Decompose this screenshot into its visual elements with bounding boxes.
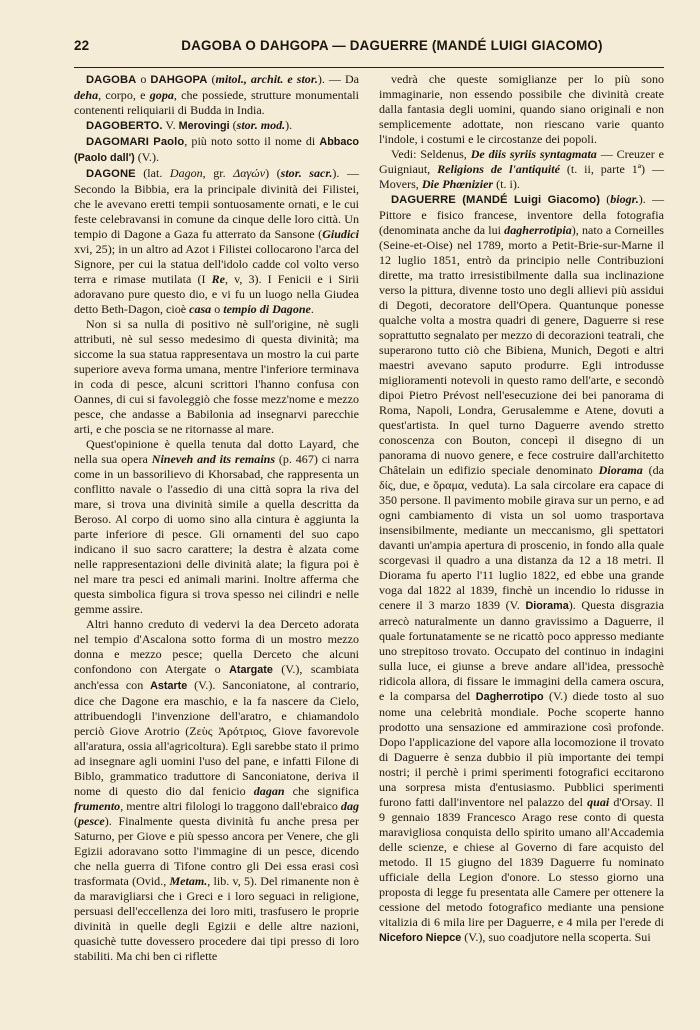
headword: DAGUERRE (MANDÉ Luigi Giacomo) [391,194,601,206]
italic-term: Δαγών [233,166,266,180]
emphasis-italic: stor. sacr. [280,166,333,180]
emphasis-italic: biogr. [610,192,639,206]
text-run: ). — Secondo la Bibbia, era la principale divinità dei Filistei, che le avevano eretti tempii sontuosamente ornati, e le cui feste celebravansi in comune da cinque delle loro città. Un tempio di Dagone a Gaza fu atterrato da Sansone ( [74,166,359,241]
text-run: , gr. [202,166,234,180]
text-run: Non si sa nulla di positivo nè sull'origine, nè sugli attributi, nè sul sesso medesimo di questa divinità; ma siccome la sua statua rappresentava un mostro la cui parte superiore aveva forma umana, mentre l'inferiore terminava in coda di pesce, alcuni scrittori l'hanno confusa con Oannes, di cui si favoleggiò che fosse mezz'nome e mezzo pesce, che andasse a Babilonia ad insegnarvi parecchie arti, e che poscia se ne ritornasse al mare. [74,317,359,436]
emphasis-italic: dag [340,799,359,813]
text-run: ). — Pittore e fisico francese, inventore della fotografia (denominata anche da lui [379,192,664,237]
cross-reference: Niceforo Niepce [379,932,462,944]
emphasis-italic: gopa [149,88,174,102]
text-run: (t. i). [493,177,520,191]
emphasis-italic: quai [587,795,610,809]
text-run: (da δίς, due, e ὅραμα, veduta). La sala circolare era capace di 350 persone. Il pavimento mobile girava sur un perno, e ad ogni cambiamento di vista un sol uomo trasportava insensibilmente, mediante un meccanismo, gli spettatori davanti un'ampia apertura di proscenio, in fondo alla quale scorgevasi il quadro a una distanza da 12 a 18 metri. Il Diorama fu aperto l'11 luglio 1822, ed ebbe una grande voga dal 1822 al 1839, finchè un incendio lo ridusse in cenere il 3 marzo 1839 (V. [379,463,665,612]
text-run: . [310,302,314,316]
text-run: , più noto sotto il nome di [184,134,320,148]
cross-reference: Abbaco (Paolo dall') [74,136,359,164]
text-run: ), nato a Corneilles (Seine-et-Oise) nel 1789, morto a Petit-Brie-sur-Marne il 12 luglio 1851, entrò da principio nelle Contribuzioni dirette, ma tratto irresistibilmente dalla sua inclinazione verso la pittura, divenne tosto uno degli allievi più assidui di Degoti, decoratore dell'Opera. Quantunque ponesse qualche volta a mostra quadri di genere, Daguerre si rese soprattutto segnalato per mezzo di decorazioni teatrali, che superarono tutto ciò che Bibiena, Munich, Degoti e altri maestri avevano saputo produrre. Egli introdusse miglioramenti notevoli in questo ramo dell'arte, e secondò dipoi Pietro Prévost nell'esecuzione dei bei panorama di Roma, Napoli, Londra, Gerusalemme e Atene, dovuti a quest'artista. In quel turno Daguerre avendo stretto conoscenza con Bouton, concepì il disegno di un panorama di nuovo genere, e fece costruire dall'architetto Châtelain un edifizio speciale denominato [379,223,664,477]
emphasis-italic: deha [74,88,99,102]
text-run: Altri hanno creduto di vedervi la dea Derceto adorata nel tempio d'Ascalona sotto forma di un mostro mezzo donna e mezzo pesce; quella Derceto che alcuni confondono con Atergate o [74,617,359,676]
text-run: , mentre altri filologi lo traggono dall'ebraico [120,799,341,813]
text-run: (V.). Sanconiatone, al contrario, dice che Dagone era maschio, e la fa nascere da Cielo, attribuendogli l'invenzione dell'aratro, e chiamandolo perciò Giove Arotrio (Ζεὺς Ἀρότριος, Giove favorevole all'aratura, ossia all'agricoltura). Egli sarebbe stato il primo ad insegnare agli uomini l'uso del pane, e infatti Filone di Biblo, grammatico traduttore di Sanconiatone, deriva il nome di questo dio dal fenicio [74,678,359,798]
cross-reference: Merovingi [178,120,230,132]
text-run: o [211,302,224,316]
text-run: ). Finalmente questa divinità fu anche presa per Saturno, per Giove e più spesso ancora per Venere, che gli Egizii adoravano sotto l'immagine di un pesce, dicendo che nella guerra di Tifone contro gli Dei essa erasi così trasformata (Ovid., [74,814,359,888]
headword: DAGOBA [86,74,137,86]
text-run: , v, 3). I Fenicii e i Sirii adoravano pure questo dio, e vi fu un luogo nella Giudea detto Beth-Dagon, cioè [74,272,359,316]
paragraph [74,317,359,437]
text-run: ). [285,118,293,132]
text-run: Quest'opinione è quella tenuta dal dotto Layard, che nella sua opera [74,437,359,466]
emphasis-italic: De diis syriis syntagmata [470,147,597,161]
text-run: Vedi: Seldenus, [391,147,471,161]
text-run: ( [229,118,237,132]
emphasis-italic: frumento [74,799,121,813]
text-run: (V.), suo coadjutore nella scoperta. Sui [461,930,651,944]
header-rule [74,67,664,68]
text-run: , corpo, e [98,88,150,102]
text-run: ( [74,814,79,828]
emphasis-italic: Nineveh and its remains [151,452,276,466]
text-columns [74,72,664,964]
paragraph [379,192,664,946]
text-run: ) ( [265,166,281,180]
text-run: (p. 467) ci narra come in un bassorilievo di Khorsabad, che rappresenta un conflitto navale o l'assedio di una città sopra la riva del mare, si trova una divinità simile a quella descritta da Beroso. Al corpo di uomo sino alla cintura è aggiunta la parte inferiore di pesce. Gli ornamenti del suo capo indicano il suo sacro carattere; la destra è alzata come nelle rappresentazioni delle divinità alate; la figura poi è nel mare tra pesci ed animali marini. Inoltre afferma che questa simbolica figura si trova spesso nei cilindri e nelle gemme assire. [74,452,359,616]
text-run: d'Orsay. Il 9 gennaio 1839 Francesco Arago rese conto di questa maravigliosa conquista dello spirito umano all'Accademia delle scienze, e chiese al Governo di fare acquisto del metodo. Il 15 giugno del 1839 Daguerre fu nominato ufficiale della Legion d'onore. Lo stesso giorno una proposta di legge fu presentata alle Camere per ottenere la cessione del metodo fotografico mediante una pensione vitalizia di 6 mila lire per Daguerre, e 4 mila per l'erede di [379,795,664,929]
paragraph [74,617,359,964]
emphasis-italic: Re [211,272,225,286]
cross-reference: Diorama [525,600,569,612]
text-run: (t. ii, parte 1ª) — Movers, [379,162,664,191]
left-column [74,72,359,964]
text-run: , lib. v, 5). Del rimanente non è da maravigliarsi che i Greci e i loro seguaci in religione, persuasi dell'eccellenza dei loro miti, trasfusero le proprie divinità in quelle degli Egizii e delle altre nazioni, quasichè tutte dovessero procedere dai tipi presso di loro stabiliti. Ma chi ben ci riflette [74,874,359,963]
paragraph [74,118,359,134]
running-header [74,38,664,60]
headword: DAGONE [86,168,136,180]
emphasis-italic: Religions de l'antiquité [437,162,560,176]
paragraph [74,166,359,317]
text-run: (V.) diede tosto al suo nome una celebrità mondiale. Poche scoperte hanno prodotto una sensazione ed ammirazione così profonde. Dopo l'applicazione del vapore alla locomozione il trovato di Daguerre è senza dubbio il più importante dei tempi nostri; il perchè i primi sperimenti fotografici eccitarono una sorpresa mista d'entusiasmo. Pubblici sperimenti furono fatti dall'inventore nel palazzo del [379,689,665,809]
emphasis-italic: tempio di Dagone [223,302,311,316]
text-run: — Creuzer e Guigniaut, [379,147,664,176]
text-run: , che possiede, strutture monumentali contenenti reliquiarii di Budda in India. [74,88,359,117]
paragraph [74,437,359,617]
paragraph [74,72,359,118]
text-run: o [136,72,151,86]
emphasis-italic: Metam. [169,874,208,888]
emphasis-italic: mitol., archit. e stor. [215,72,318,86]
text-run: (lat. [135,166,170,180]
text-run: che significa [284,784,359,798]
emphasis-italic: stor. mod. [236,118,286,132]
paragraph [379,72,664,147]
text-run: xvi, 25); in un altro ad Azot i Filistei collocarono l'arca del Signore, per cui la statua dell'idolo cadde col volto verso terra e rimase mutilata (I [74,242,359,286]
text-run: ( [600,192,611,206]
cross-reference: Dagherrotipo [475,691,544,703]
text-run: V. [162,118,179,132]
text-run: ( [207,72,216,86]
headword: DAGOMARI Paolo [86,136,185,148]
headword: DAGOBERTO. [86,120,163,132]
text-run: ). — Da [317,72,360,86]
paragraph [379,147,664,192]
page-number: 22 [74,38,90,53]
emphasis-italic: Giudici [322,227,359,241]
italic-term: Dagon [169,166,203,180]
text-run: (V.). [134,150,159,164]
emphasis-italic: Diorama [598,463,643,477]
text-run: vedrà che queste somiglianze per lo più sono immaginarie, non essendo possibile che divinità create dalla fantasia degli uomini, quando siano originali e non semplicemente adottate, non riescano varie quanto l'indole, i costumi e le circostanze dei popoli. [379,72,664,146]
cross-reference: Astarte [150,680,188,692]
running-title: DAGOBA O DAHGOPA — DAGUERRE (MANDÉ LUIGI GIACOMO) [181,38,603,53]
emphasis-italic: dagan [253,784,285,798]
right-column [379,72,664,964]
emphasis-italic: Die Phœnizier [421,177,494,191]
text-run: (V.), scambiata anch'essa con [74,662,359,692]
paragraph [74,134,359,166]
cross-reference: Atargate [229,664,273,676]
emphasis-italic: casa [189,302,212,316]
headword: DAHGOPA [150,74,208,86]
emphasis-italic: dagherrotipia [504,223,572,237]
text-run: ). Questa disgrazia arrecò naturalmente un danno gravissimo a Daguerre, il quale fortunatamente se ne ricattò poco appresso mediante uno strepitoso trovato. Occupato del continuo in indagini sulla luce, ei giunse a breve andare all'idea, pressochè ridicola allora, di fissare le immagini della camera oscura, e la comparsa del [379,598,665,703]
emphasis-italic: pesce [78,814,105,828]
